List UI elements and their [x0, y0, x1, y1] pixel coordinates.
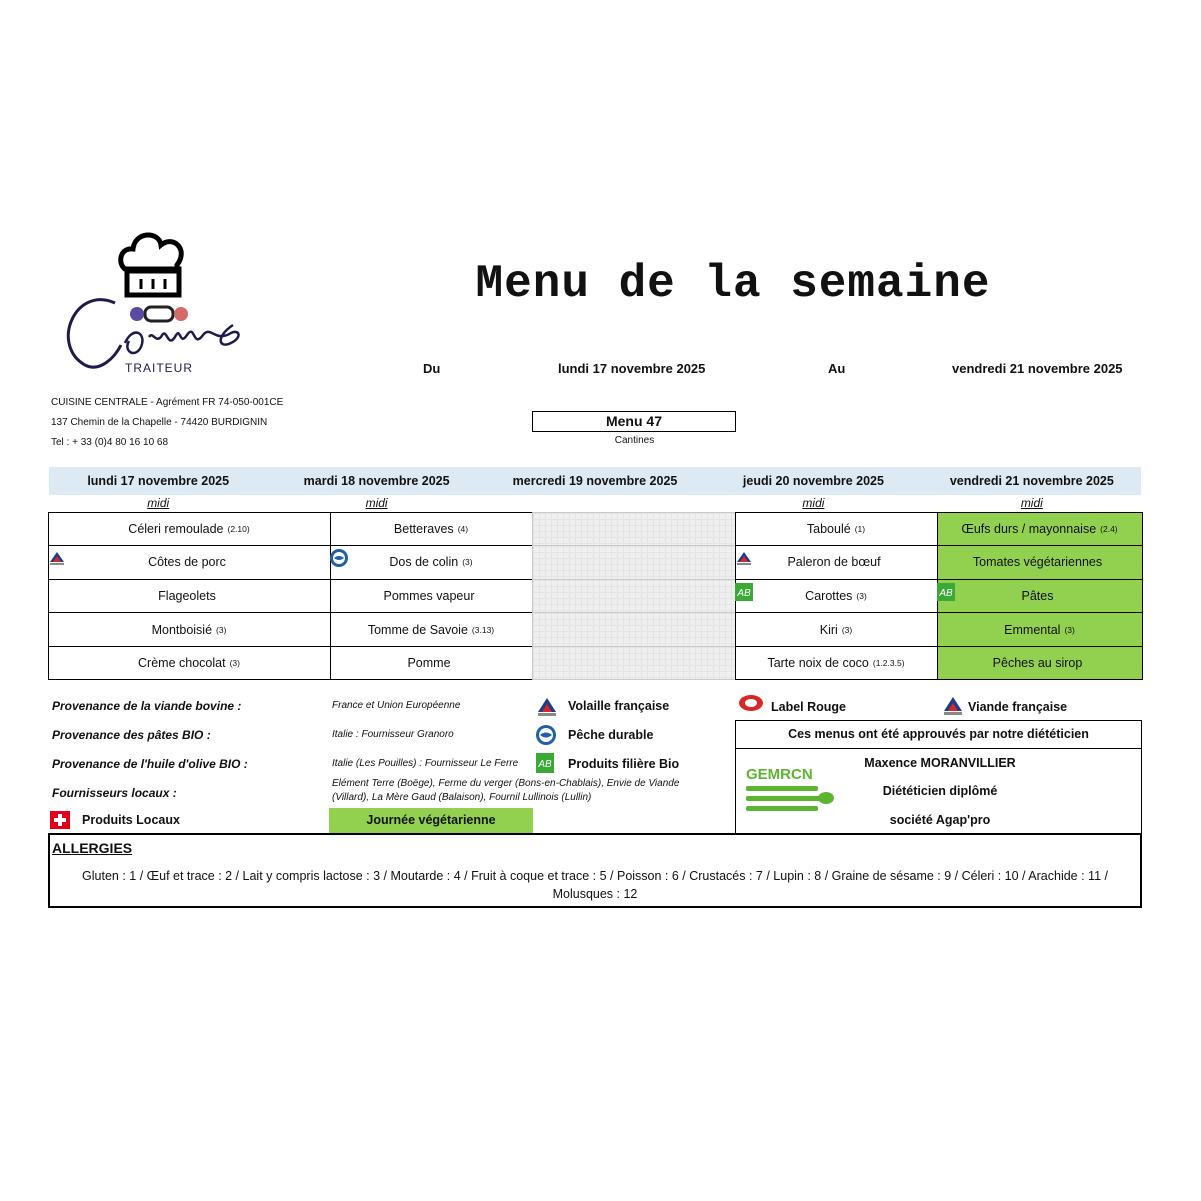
from-date: lundi 17 novembre 2025 — [558, 361, 706, 376]
allergies-title: ALLERGIES — [52, 840, 133, 856]
dietitian-title: Ces menus ont été approuvés par notre diététicien — [735, 720, 1142, 749]
meal-label — [486, 495, 704, 512]
allergen-codes: (3) — [462, 557, 473, 568]
dish-name: Tomates végétariennes — [972, 555, 1103, 570]
svg-text:AB: AB — [736, 587, 751, 599]
dish-name: Flageolets — [158, 588, 216, 603]
agriculture-bio-icon — [535, 752, 555, 774]
allergies-line: Molusques : 12 — [552, 887, 638, 901]
allergen-codes: (3) — [856, 590, 867, 601]
volaille-francaise-icon — [47, 548, 67, 568]
meal-label: midi — [802, 496, 825, 510]
dish-name: Emmental — [1004, 622, 1061, 637]
company-phone: Tel : + 33 (0)4 80 16 10 68 — [51, 437, 169, 448]
dish-cell — [330, 545, 533, 580]
legend-volaille: Volaille française — [568, 699, 670, 713]
peche-durable-icon — [329, 548, 349, 568]
provenance-label: Provenance de l'huile d'olive BIO : — [52, 757, 248, 771]
legend-peche: Pêche durable — [568, 728, 654, 742]
allergen-codes: (2.10) — [227, 523, 250, 534]
dish-name: Pommes vapeur — [383, 588, 475, 603]
dish-cell — [937, 579, 1143, 614]
dish-cell — [330, 512, 533, 547]
allergen-codes: (3.13) — [471, 624, 495, 635]
chef-hat-icon — [55, 225, 255, 375]
day-header-row — [49, 467, 1141, 495]
dish-name: Betteraves — [393, 521, 454, 536]
dish-name: Crème chocolat — [138, 656, 226, 671]
peche-durable-icon — [535, 724, 557, 746]
meal-label: midi — [1020, 496, 1043, 510]
dish-cell — [330, 579, 533, 614]
allergen-codes: (3) — [841, 624, 853, 635]
dish-cell — [937, 646, 1143, 681]
svg-text:AB: AB — [538, 759, 552, 770]
dish-cell — [735, 612, 938, 647]
viande-francaise-icon — [941, 694, 965, 716]
dish-cell — [735, 545, 938, 580]
menu-number: Menu 47 — [532, 411, 736, 432]
provenance-value: Italie : Fournisseur Granoro — [332, 729, 454, 740]
dish-name: Céleri remoulade — [128, 521, 224, 536]
label-rouge-icon — [738, 694, 764, 712]
cordee-logo — [55, 225, 255, 375]
dish-cell — [48, 545, 331, 580]
empty-day-cell — [532, 579, 736, 614]
agriculture-bio-icon — [936, 582, 956, 602]
menu-grid — [48, 512, 1142, 680]
to-date: vendredi 21 novembre 2025 — [952, 361, 1123, 376]
dish-name: Pâtes — [1021, 588, 1054, 603]
allergen-codes: (3) — [216, 624, 227, 635]
allergen-codes: (1.2.3.5) — [872, 658, 905, 669]
dish-cell — [937, 512, 1143, 547]
provenance-value: Italie (Les Pouilles) : Fournisseur Le Ferre — [332, 758, 519, 769]
dish-cell — [937, 612, 1143, 647]
company-agrement: CUISINE CENTRALE - Agrément FR 74-050-001CE — [51, 397, 284, 408]
vegetarian-day-badge: Journée végétarienne — [329, 808, 533, 833]
dish-cell — [735, 579, 938, 614]
dish-cell — [735, 512, 938, 547]
menu-subtitle: Cantines — [614, 435, 655, 446]
dish-name: Tarte noix de coco — [767, 656, 869, 671]
volaille-francaise-icon — [535, 695, 559, 717]
dietitian-company: société Agap'pro — [889, 813, 991, 827]
agriculture-bio-icon — [734, 582, 754, 602]
empty-day-cell — [532, 545, 736, 580]
dish-name: Dos de colin — [389, 555, 459, 570]
dish-cell — [48, 612, 331, 647]
allergen-codes: (3) — [1064, 624, 1075, 635]
dish-name: Œufs durs / mayonnaise — [961, 521, 1097, 536]
empty-day-cell — [532, 646, 736, 681]
dish-name: Tomme de Savoie — [367, 622, 468, 637]
dietitian-role: Diététicien diplômé — [882, 784, 998, 798]
empty-day-cell — [532, 512, 736, 547]
dish-cell — [48, 512, 331, 547]
dish-name: Pêches au sirop — [992, 656, 1083, 671]
allergies-line: Gluten : 1 / Œuf et trace : 2 / Lait y compris lactose : 3 / Moutarde : 4 / Fruit à coque et trace : 5 / Poisson : 6 / Crustacés : 7 / Lupin : 8 / Graine de sésame : 9 / Céleri : 10 / Arachide : 11 / — [82, 869, 1108, 883]
allergen-codes: (2.4) — [1100, 523, 1118, 534]
day-header: lundi 17 novembre 2025 — [87, 474, 230, 488]
empty-day-cell — [532, 612, 736, 647]
dish-name: Carottes — [805, 588, 853, 603]
allergen-codes: (4) — [457, 523, 469, 534]
dish-cell — [735, 646, 938, 681]
dish-name: Côtes de porc — [148, 555, 226, 570]
dish-name: Taboulé — [806, 521, 851, 536]
provenance-label: Provenance de la viande bovine : — [52, 699, 242, 713]
day-header: jeudi 20 novembre 2025 — [742, 474, 884, 488]
day-header: vendredi 21 novembre 2025 — [949, 474, 1114, 488]
page-title: Menu de la semaine — [475, 258, 991, 310]
dish-cell — [48, 646, 331, 681]
from-label: Du — [423, 361, 441, 376]
meal-row — [49, 495, 1141, 512]
provenance-label: Provenance des pâtes BIO : — [52, 728, 211, 742]
dish-name: Paleron de bœuf — [787, 555, 881, 570]
logo-subtitle: TRAITEUR — [125, 361, 193, 375]
provenance-label: Fournisseurs locaux : — [52, 786, 177, 800]
allergen-codes: (3) — [229, 658, 240, 669]
meal-label: midi — [147, 496, 170, 510]
meal-label: midi — [365, 496, 388, 510]
dish-cell — [48, 579, 331, 614]
dish-cell — [330, 612, 533, 647]
legend-viande: Viande française — [968, 700, 1068, 714]
dish-name: Kiri — [819, 622, 838, 637]
viande-francaise-icon — [734, 548, 754, 568]
company-address: 137 Chemin de la Chapelle - 74420 BURDIGNIN — [51, 417, 268, 428]
provenance-value: Elément Terre (Boëge), Ferme du verger (Bons-en-Chablais), Envie de Viande (Villard), La Mère Gaud (Balaison), Fournil Lullinois (Lullin) — [332, 778, 680, 803]
gemrcn-logo-text: GEMRCN — [746, 766, 813, 783]
dish-name: Pomme — [407, 656, 451, 671]
svg-text:AB: AB — [938, 587, 953, 599]
dish-cell — [330, 646, 533, 681]
allergen-codes: (1) — [854, 523, 866, 534]
dish-cell — [937, 545, 1143, 580]
dietitian-name: Maxence MORANVILLIER — [864, 756, 1016, 770]
provenance-value: France et Union Européenne — [332, 700, 461, 711]
day-header: mercredi 19 novembre 2025 — [512, 474, 678, 488]
cutlery-icon — [746, 783, 836, 813]
day-header: mardi 18 novembre 2025 — [303, 474, 450, 488]
legend-label-rouge: Label Rouge — [771, 700, 847, 714]
allergies-list — [60, 867, 1130, 903]
legend-local: Produits Locaux — [82, 813, 180, 827]
dish-name: Montboisié — [151, 622, 213, 637]
legend-bio: Produits filière Bio — [568, 757, 680, 771]
savoie-flag-icon — [50, 811, 70, 829]
to-label: Au — [828, 361, 846, 376]
